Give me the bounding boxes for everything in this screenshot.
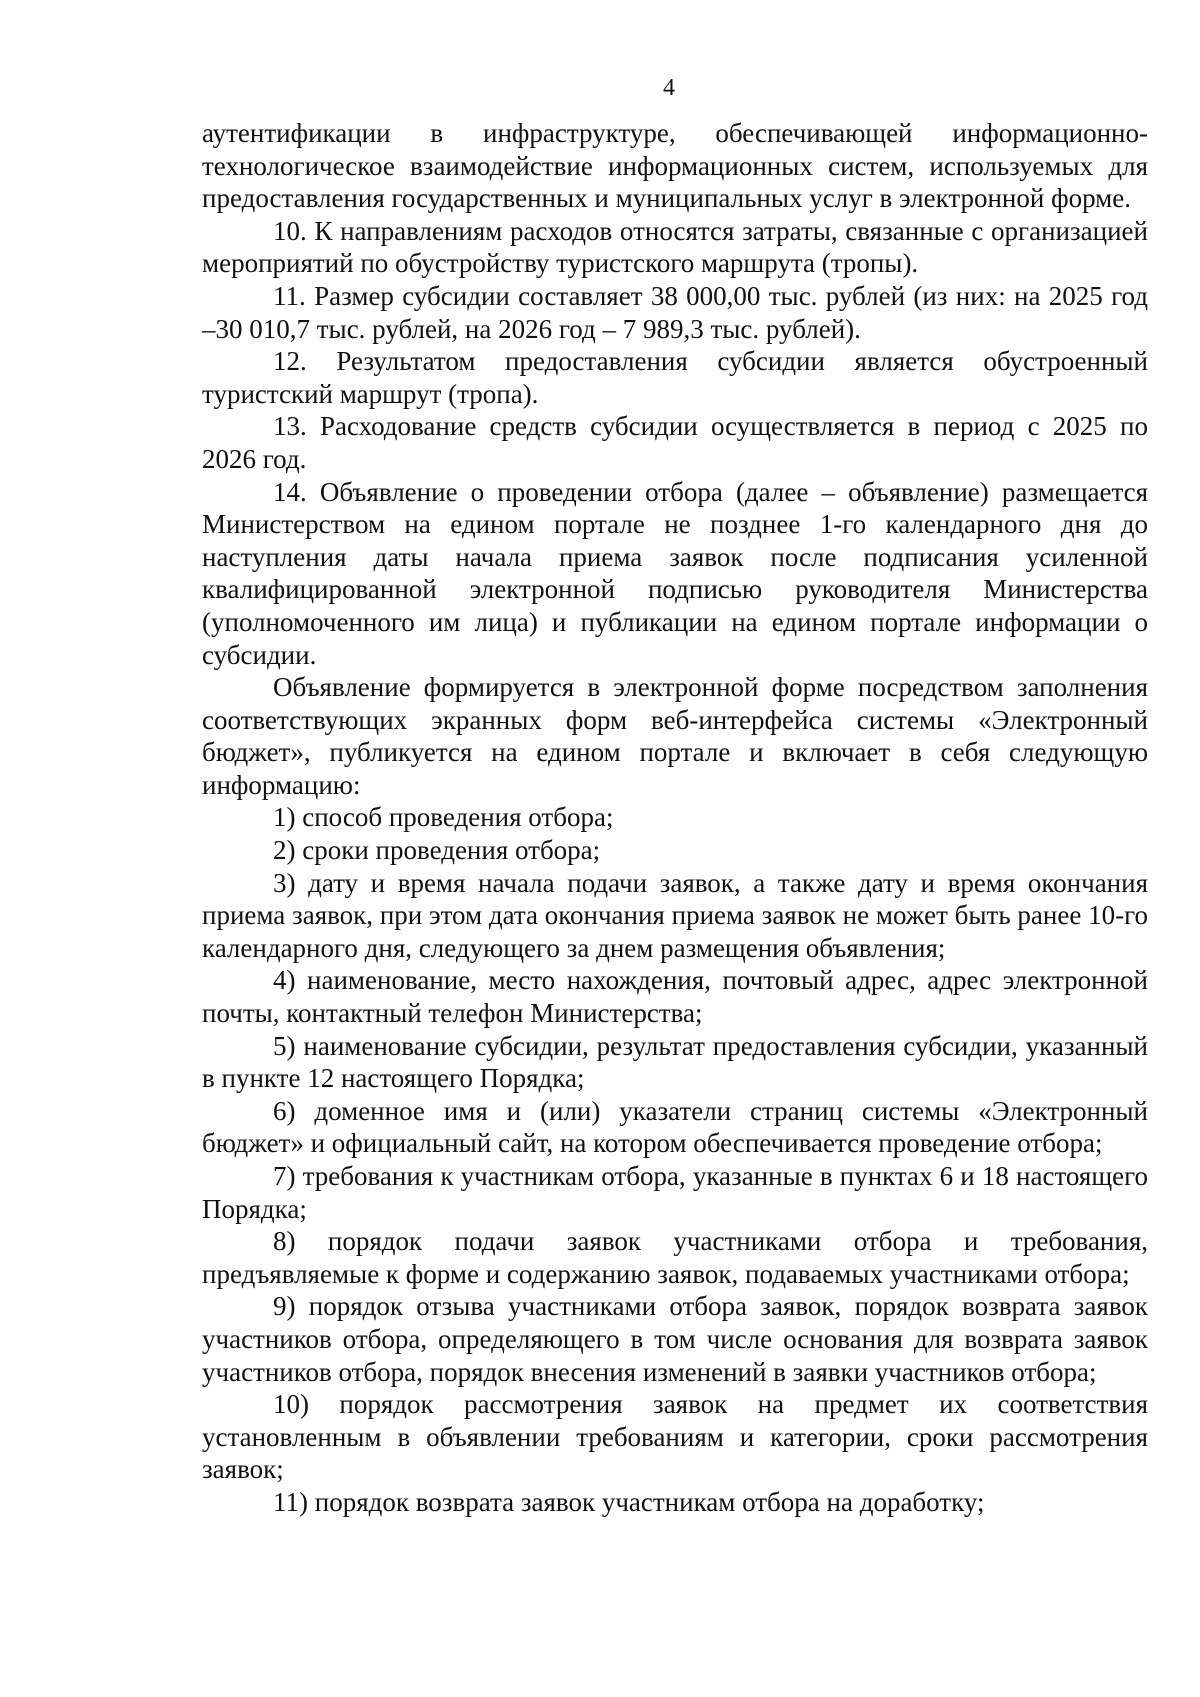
paragraph-auth-continuation: аутентификации в инфраструктуре, обеспечивающей информационно-технологическое взаимодействие информационных систем, используемых для предоставления государственных и муниципальных услуг в электронной форме. <box>202 118 1148 214</box>
paragraph-item-11: 11. Размер субсидии составляет 38 000,00 тыс. рублей (из них: на 2025 год –30 010,7 тыс. рублей, на 2026 год – 7 989,3 тыс. рублей). <box>202 280 1148 344</box>
list-item-4: 4) наименование, место нахождения, почтовый адрес, адрес электронной почты, контактный телефон Министерства; <box>202 965 1148 1029</box>
list-item-3: 3) дату и время начала подачи заявок, а также дату и время окончания приема заявок, при этом дата окончания приема заявок не может быть ранее 10-го календарного дня, следующего за днем размещения объявления; <box>202 867 1148 963</box>
list-item-5: 5) наименование субсидии, результат предоставления субсидии, указанный в пункте 12 настоящего Порядка; <box>202 1030 1148 1094</box>
paragraph-item-10: 10. К направлениям расходов относятся затраты, связанные с организацией мероприятий по обустройству туристского маршрута (тропы). <box>202 215 1148 279</box>
list-item-11: 11) порядок возврата заявок участникам отбора на доработку; <box>273 1486 985 1517</box>
paragraph-item-13: 13. Расходование средств субсидии осуществляется в период с 2025 по 2026 год. <box>202 411 1148 474</box>
list-item-8: 8) порядок подачи заявок участниками отбора и требования, предъявляемые к форме и содержанию заявок, подаваемых участниками отбора; <box>202 1226 1148 1289</box>
page-number: 4 <box>663 75 675 101</box>
paragraph-item-12: 12. Результатом предоставления субсидии является обустроенный туристский маршрут (тропа). <box>202 346 1148 409</box>
document-body <box>202 117 1148 1519</box>
paragraph-item-14: 14. Объявление о проведении отбора (далее – объявление) размещается Министерством на едином портале не позднее 1-го календарного дня до наступления даты начала приема заявок после подписания усиленной квалифицированной электронной подписью руководителя Министерства (уполномоченного им лица) и публикации на едином портале информации о субсидии. <box>202 476 1148 670</box>
list-item-1: 1) способ проведения отбора; <box>273 802 614 833</box>
list-item-6: 6) доменное имя и (или) указатели страниц системы «Электронный бюджет» и официальный сайт, на котором обеспечивается проведение отбора; <box>202 1095 1148 1159</box>
list-item-9: 9) порядок отзыва участниками отбора заявок, порядок возврата заявок участников отбора, определяющего в том числе основания для возврата заявок участников отбора, порядок внесения изменений в заявки участников отбора; <box>202 1291 1148 1387</box>
list-item-2: 2) сроки проведения отбора; <box>273 835 601 866</box>
list-item-7: 7) требования к участникам отбора, указанные в пунктах 6 и 18 настоящего Порядка; <box>202 1161 1148 1224</box>
list-item-10: 10) порядок рассмотрения заявок на предмет их соответствия установленным в объявлении требованиям и категории, сроки рассмотрения заявок; <box>202 1389 1148 1485</box>
paragraph-announcement-contents: Объявление формируется в электронной форме посредством заполнения соответствующих экранных форм веб-интерфейса системы «Электронный бюджет», публикуется на едином портале и включает в себя следующую информацию: <box>202 672 1148 800</box>
